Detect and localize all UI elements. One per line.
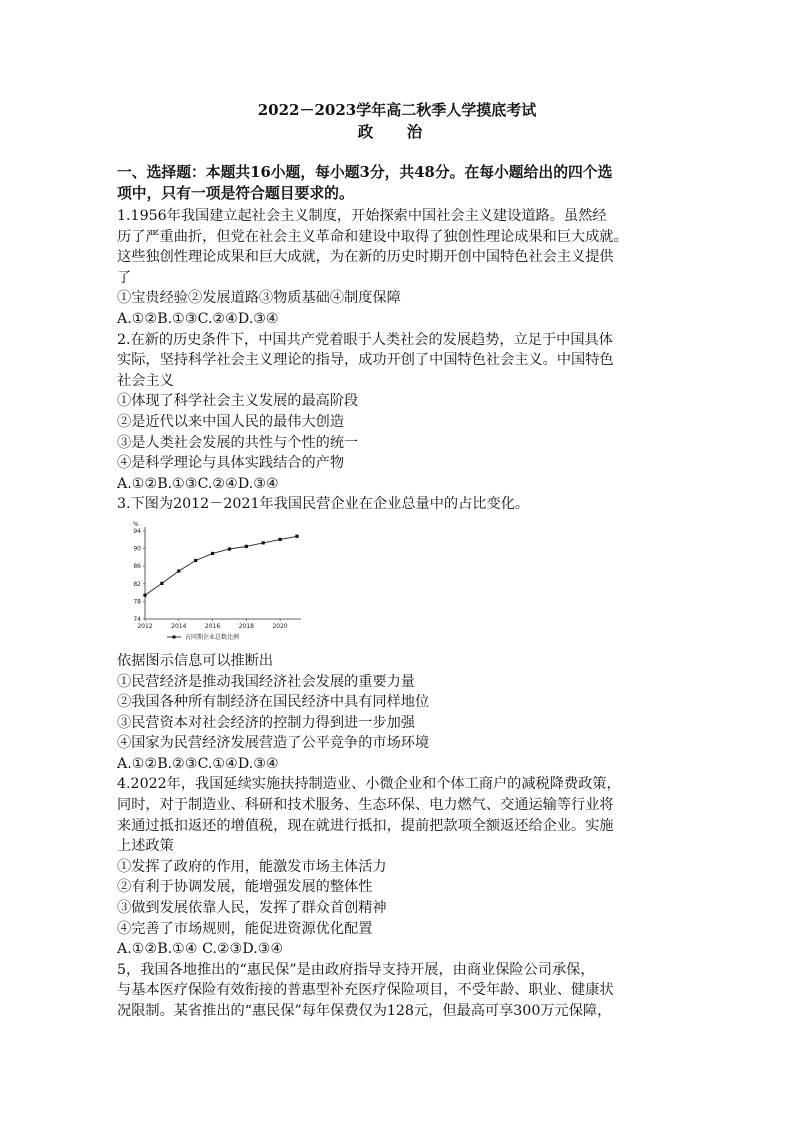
question-stem-line: 3.下图为2012－2021年我国民营企业在企业总量中的占比变化。: [117, 496, 530, 513]
x-tick-label: 2018: [238, 622, 254, 630]
data-point: [177, 569, 180, 572]
question-1: [117, 206, 677, 330]
exam-title: 2022－2023学年高二秋季人学摸底考试: [257, 101, 537, 119]
question-2: [117, 330, 677, 495]
question-stem-line: 况限制。某省推出的“惠民保”每年保费仅为128元，但最高可享300万元保障，: [117, 1003, 612, 1019]
question-option: ④是科学理论与具体实践结合的产物: [117, 455, 345, 472]
question-3: [117, 494, 677, 774]
x-tick-label: 2012: [137, 622, 153, 630]
answer-choices: A.①②B.①③C.②④D.③④: [117, 310, 279, 327]
data-point: [194, 559, 197, 562]
section-heading: [117, 162, 677, 204]
question-option: ④完善了市场规则，能促进资源优化配置: [117, 920, 373, 937]
question-option: ①体现了科学社会主义发展的最高阶段: [117, 393, 359, 410]
question-option: ④国家为民营经济发展营造了公平竞争的市场环境: [117, 735, 430, 752]
question-stem-line: 社会主义: [117, 372, 174, 389]
y-tick-label: 74: [133, 615, 141, 623]
question-option: ②有利于协调发展，能增强发展的整体性: [117, 879, 373, 896]
answer-choices: A.①②B.①④ C.②③D.③④: [117, 941, 284, 958]
private-enterprise-share-chart: [117, 519, 307, 645]
question-stem-line: 这些独创性理论成果和巨大成就，为在新的历史时期开创中国特色社会主义提供: [117, 249, 614, 266]
question-stem-line: 1.1956年我国建立起社会主义制度，开始探索中国社会主义建设道路。虽然经: [117, 208, 607, 224]
question-stem-line: 实际，坚持科学社会主义理论的指导，成功开创了中国特色社会主义。中国特色: [117, 352, 614, 369]
question-option: ②是近代以来中国人民的最伟大创造: [117, 413, 345, 430]
legend-label: 占同期企业总数比例: [185, 633, 240, 641]
answer-choices: A.①②B.①③C.②④D.③④: [117, 475, 279, 492]
data-point: [143, 594, 146, 597]
data-point: [245, 545, 248, 548]
question-stem-line: 了: [117, 269, 132, 286]
y-axis-unit-label: %: [133, 520, 139, 528]
question-stem-line: 与基本医疗保险有效衔接的普惠型补充医疗保险项目，不受年龄、职业、健康状: [117, 982, 614, 999]
x-tick-label: 2020: [272, 622, 288, 630]
question-option: ③是人类社会发展的共性与个性的统一: [117, 434, 359, 451]
question-option: ③民营资本对社会经济的控制力得到进一步加强: [117, 714, 415, 731]
question-option: ①民营经济是推动我国经济社会发展的重要力量: [117, 673, 415, 690]
question-option: ③做到发展依靠人民，发挥了群众首创精神: [117, 900, 387, 917]
y-tick-label: 90: [133, 545, 141, 553]
question-stem-line: 上述政策: [117, 838, 174, 855]
question-stem-line: 5，我国各地推出的“惠民保”是由政府指导支持开展，由商业保险公司承保，: [117, 961, 595, 978]
x-tick-label: 2016: [204, 622, 221, 630]
exam-content: [117, 162, 677, 1022]
question-stem-line: 4.2022年，我国延续实施扶持制造业、小微企业和个体工商户的减税降费政策，: [117, 776, 621, 793]
legend-marker: [173, 635, 176, 638]
question-stem-line: 同时，对于制造业、科研和技术服务、生态环保、电力燃气、交通运输等行业将: [117, 797, 614, 814]
y-tick-label: 94: [133, 527, 141, 535]
question-5: [117, 960, 677, 1022]
data-point: [228, 547, 231, 550]
y-tick-label: 86: [133, 563, 141, 571]
data-point: [211, 552, 214, 555]
series-line: [145, 536, 297, 595]
question-option: ①宝贵经验②发展道路③物质基础④制度保障: [117, 290, 401, 307]
question-stem-line: 历了严重曲折，但党在社会主义革命和建设中取得了独创性理论成果和巨大成就。: [117, 228, 628, 245]
section-heading-line: 项中，只有一项是符合题目要求的。: [117, 185, 354, 202]
question-stem-line: 2.在新的历史条件下，中国共产党着眼于人类社会的发展趋势，立足于中国具体: [117, 331, 613, 348]
y-tick-label: 82: [133, 580, 141, 588]
data-point: [262, 541, 265, 544]
answer-choices: A.①②B.②③C.①④D.③④: [117, 755, 279, 772]
question-stem-line: 依据图示信息可以推断出: [117, 652, 274, 669]
y-tick-label: 78: [133, 598, 141, 606]
data-point: [279, 538, 282, 541]
question-4: [117, 774, 677, 959]
subject-title: 政 治: [357, 122, 437, 141]
section-heading-line: 一、选择题：本题共16小题，每小题3分，共48分。在每小题给出的四个选: [117, 164, 613, 181]
question-option: ②我国各种所有制经济在国民经济中具有同样地位: [117, 694, 430, 711]
question-option: ①发挥了政府的作用，能激发市场主体活力: [117, 858, 387, 875]
x-tick-label: 2014: [171, 622, 187, 630]
data-point: [160, 582, 163, 585]
question-stem-line: 来通过抵扣返还的增值税，现在就进行抵扣，提前把款项全额返还给企业。实施: [117, 817, 614, 834]
data-point: [295, 535, 298, 538]
